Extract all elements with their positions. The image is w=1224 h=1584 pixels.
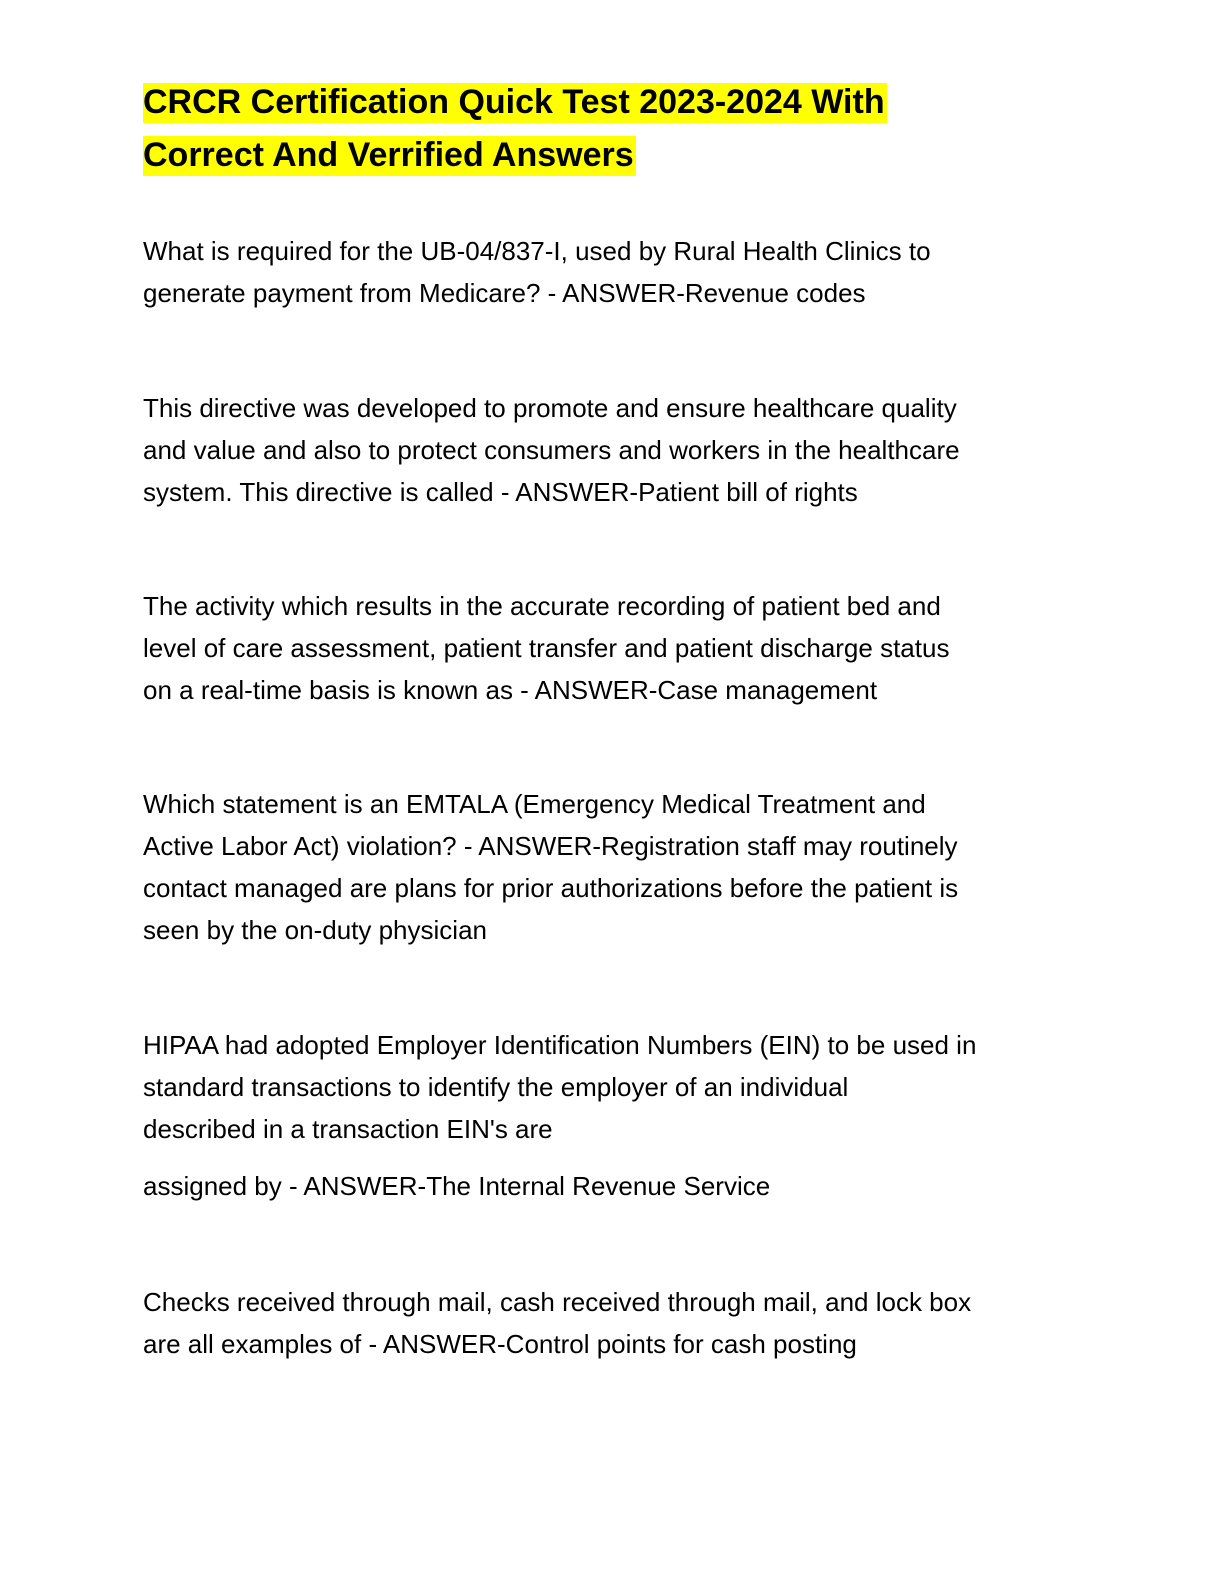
text-line: are all examples of - ANSWER-Control points for cash posting xyxy=(143,1329,857,1359)
text-line: assigned by - ANSWER-The Internal Revenue Service xyxy=(143,1171,771,1201)
text-line: Which statement is an EMTALA (Emergency Medical Treatment and xyxy=(143,789,926,819)
title-line-1: CRCR Certification Quick Test 2023-2024 With xyxy=(143,83,885,121)
text-line: HIPAA had adopted Employer Identification Numbers (EIN) to be used in xyxy=(143,1030,977,1060)
text-line: on a real-time basis is known as - ANSWER-Case management xyxy=(143,675,878,705)
text-line: seen by the on-duty physician xyxy=(143,915,487,945)
question-answer-4 xyxy=(143,783,1078,951)
document-title xyxy=(143,76,1043,182)
text-line: Active Labor Act) violation? - ANSWER-Registration staff may routinely xyxy=(143,831,958,861)
question-answer-3 xyxy=(143,585,1078,711)
text-line: contact managed are plans for prior authorizations before the patient is xyxy=(143,873,959,903)
text-line: What is required for the UB-04/837-I, used by Rural Health Clinics to xyxy=(143,236,931,266)
text-line: system. This directive is called - ANSWER-Patient bill of rights xyxy=(143,477,858,507)
text-line: and value and also to protect consumers and workers in the healthcare xyxy=(143,435,960,465)
title-highlight xyxy=(143,83,887,176)
question-answer-6 xyxy=(143,1281,1078,1365)
text-line: generate payment from Medicare? - ANSWER-Revenue codes xyxy=(143,278,866,308)
title-line-2: Correct And Verrified Answers xyxy=(143,136,634,174)
text-line: This directive was developed to promote and ensure healthcare quality xyxy=(143,393,957,423)
text-line: The activity which results in the accurate recording of patient bed and xyxy=(143,591,941,621)
question-answer-1 xyxy=(143,230,1078,314)
question-answer-5-continued xyxy=(143,1165,1078,1207)
text-line: level of care assessment, patient transfer and patient discharge status xyxy=(143,633,950,663)
text-line: Checks received through mail, cash received through mail, and lock box xyxy=(143,1287,972,1317)
question-answer-2 xyxy=(143,387,1078,513)
text-line: described in a transaction EIN's are xyxy=(143,1114,553,1144)
text-line: standard transactions to identify the employer of an individual xyxy=(143,1072,849,1102)
question-answer-5 xyxy=(143,1024,1078,1150)
